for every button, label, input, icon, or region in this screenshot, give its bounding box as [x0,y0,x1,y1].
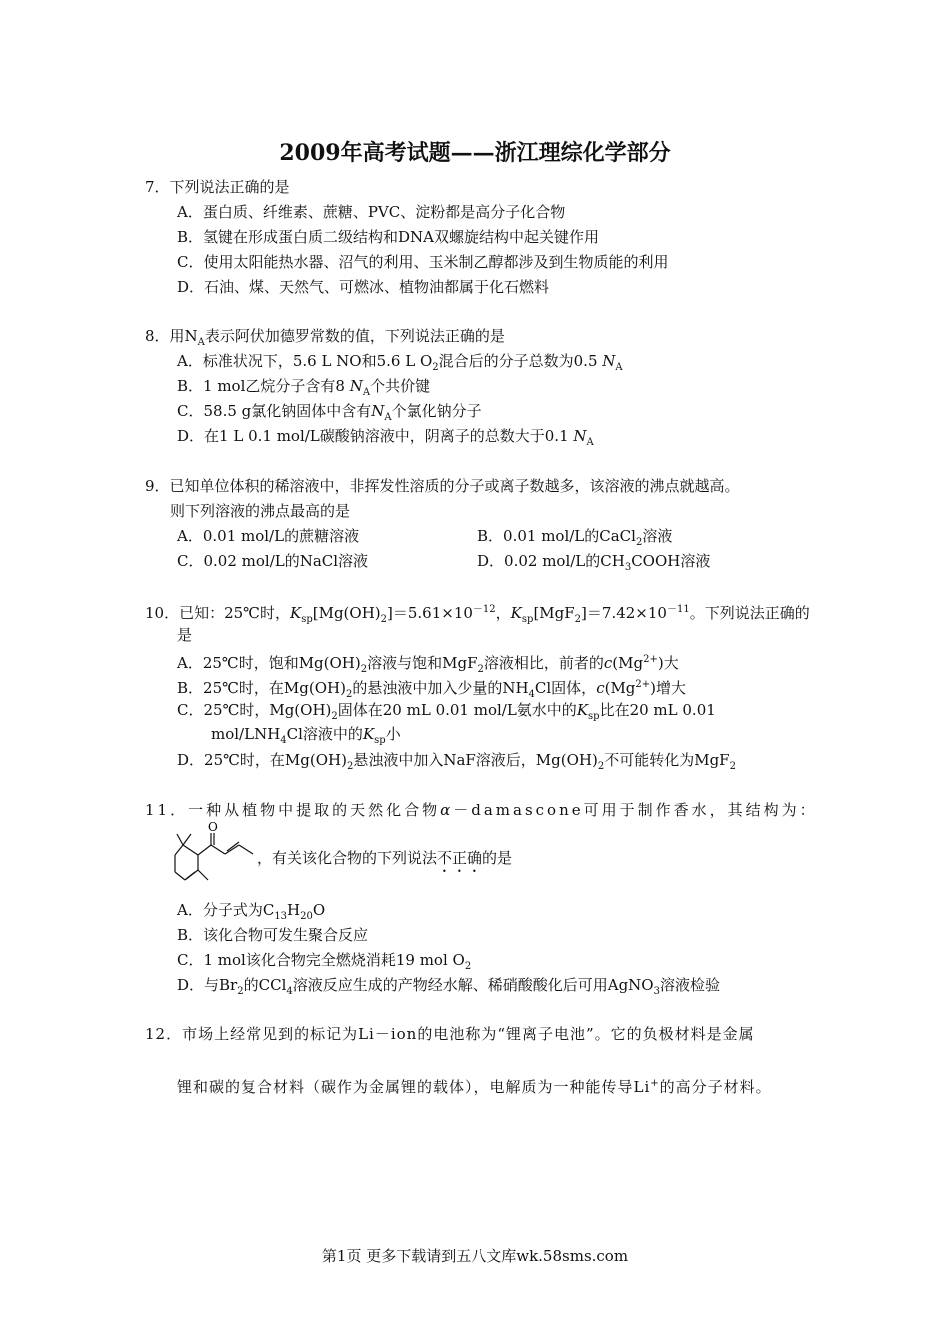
q9-stem-line2: 则下列溶液的沸点最高的是 [170,502,351,520]
q11-option-d: D．与$Br_2$的CCl$_4$溶液反应生成的产物经水解、稀硝酸酸化后可用AgNO$_3$溶液检验 [177,976,720,997]
q8-option-c: C．58.5 g氯化钠固体中含有$N_A$个氯化钠分子 [177,402,482,423]
q11-option-c: C．1 mol该化合物完全燃烧消耗19 mol $O_2$ [177,951,472,972]
q9-option-c: C．0.02 mol/L的NaCl溶液 [177,552,369,570]
oxygen-label: O [208,820,218,834]
bond [175,872,185,880]
q7-stem: 7．下列说法正确的是 [145,178,290,196]
q8-option-b: B．1 mol乙烷分子含有8 $N_A$个共价键 [177,377,431,398]
bond [177,834,183,845]
q9-option-b: B．0.01 mol/L的CaCl$_2$溶液 [477,527,673,548]
q7-option-b: B．氢键在形成蛋白质二级结构和DNA双螺旋结构中起关键作用 [177,228,600,246]
bond [198,870,208,880]
q10-option-d: D．25℃时，在$Mg(OH)_2$悬浊液中加入NaF溶液后，$Mg(OH)_2$不可能转化为MgF$_2$ [177,751,736,772]
q11-option-b: B．该化合物可发生聚合反应 [177,926,369,944]
q12-line1: 12．市场上经常见到的标记为Li－ion的电池称为“锂离子电池”。它的负极材料是金属 [145,1025,755,1043]
q10-stem: 10．已知：25℃时，$K_{sp}[Mg(OH)_2]=5.61\times 10^{-12}$，$K_{sp}[MgF_2]=7.42\times 10^{-11}$。下列说法正确的 [145,604,810,625]
q10-option-c-line2: mol/$LNH_4Cl$溶液中的$K_{sp}$小 [211,725,401,746]
q8-option-a: A．标准状况下，5.6 L NO和5.6 L $O_2$混合后的分子总数为0.5 $N_A$ [177,352,623,373]
bond [183,834,191,845]
q11-option-a: A．分子式为$C_{13}H_{20}O$ [177,901,326,922]
bond [175,845,183,855]
page-title: 2009年高考试题——浙江理综化学部分 [279,140,671,166]
bond [239,845,253,854]
q10-option-a: A．25℃时，饱和$Mg(OH)_2$溶液与饱和MgF$_2$溶液相比，前者的$c(Mg^{2+})$大 [177,654,679,675]
q9-option-d: D．0.02 mol/L的$CH_3COOH$溶液 [477,552,711,573]
q9-stem: 9．已知单位体积的稀溶液中，非挥发性溶质的分子或离子数越多，该溶液的沸点就越高。 [145,477,740,495]
q12-line2: 锂和碳的复合材料（碳作为金属锂的载体），电解质为一种能传导Li+的高分子材料。 [177,1078,772,1096]
q9-option-a: A．0.01 mol/L的蔗糖溶液 [177,527,360,545]
q10-option-c: C．25℃时，$Mg(OH)_2$固体在20 mL 0.01 mol/L氨水中的$K_{sp}$比在20 mL 0.01 [177,701,716,722]
bond [186,872,195,879]
bond [225,845,239,854]
page-footer: 第1页 更多下载请到五八文库wk.58sms.com [321,1247,629,1265]
alpha-damascone-structure [173,820,268,890]
q10-option-b: B．25℃时，在$Mg(OH)_2$的悬浊液中加入少量的$NH_4Cl$固体，$c(Mg^{2+})$增大 [177,679,687,700]
bond [183,845,198,855]
q11-stem-line2: ，有关该化合物的下列说法不正确的是 [257,849,513,867]
q7-option-d: D．石油、煤、天然气、可燃冰、植物油都属于化石燃料 [177,278,550,296]
bond [211,845,225,854]
q11-stem: 11．一种从植物中提取的天然化合物α－damascone可用于制作香水，其结构为： [145,801,818,819]
q7-option-c: C．使用太阳能热水器、沼气的利用、玉米制乙醇都涉及到生物质能的利用 [177,253,669,271]
q8-option-d: D．在1 L 0.1 mol/L碳酸钠溶液中，阴离子的总数大于0.1 $N_A$ [177,427,594,448]
q10-stem-line2: 是 [177,626,193,644]
q7-option-a: A．蛋白质、纤维素、蔗糖、PVC、淀粉都是高分子化合物 [177,203,566,221]
q8-stem: 8．用$N_A$表示阿伏加德罗常数的值，下列说法正确的是 [145,327,505,348]
bond [198,845,211,855]
